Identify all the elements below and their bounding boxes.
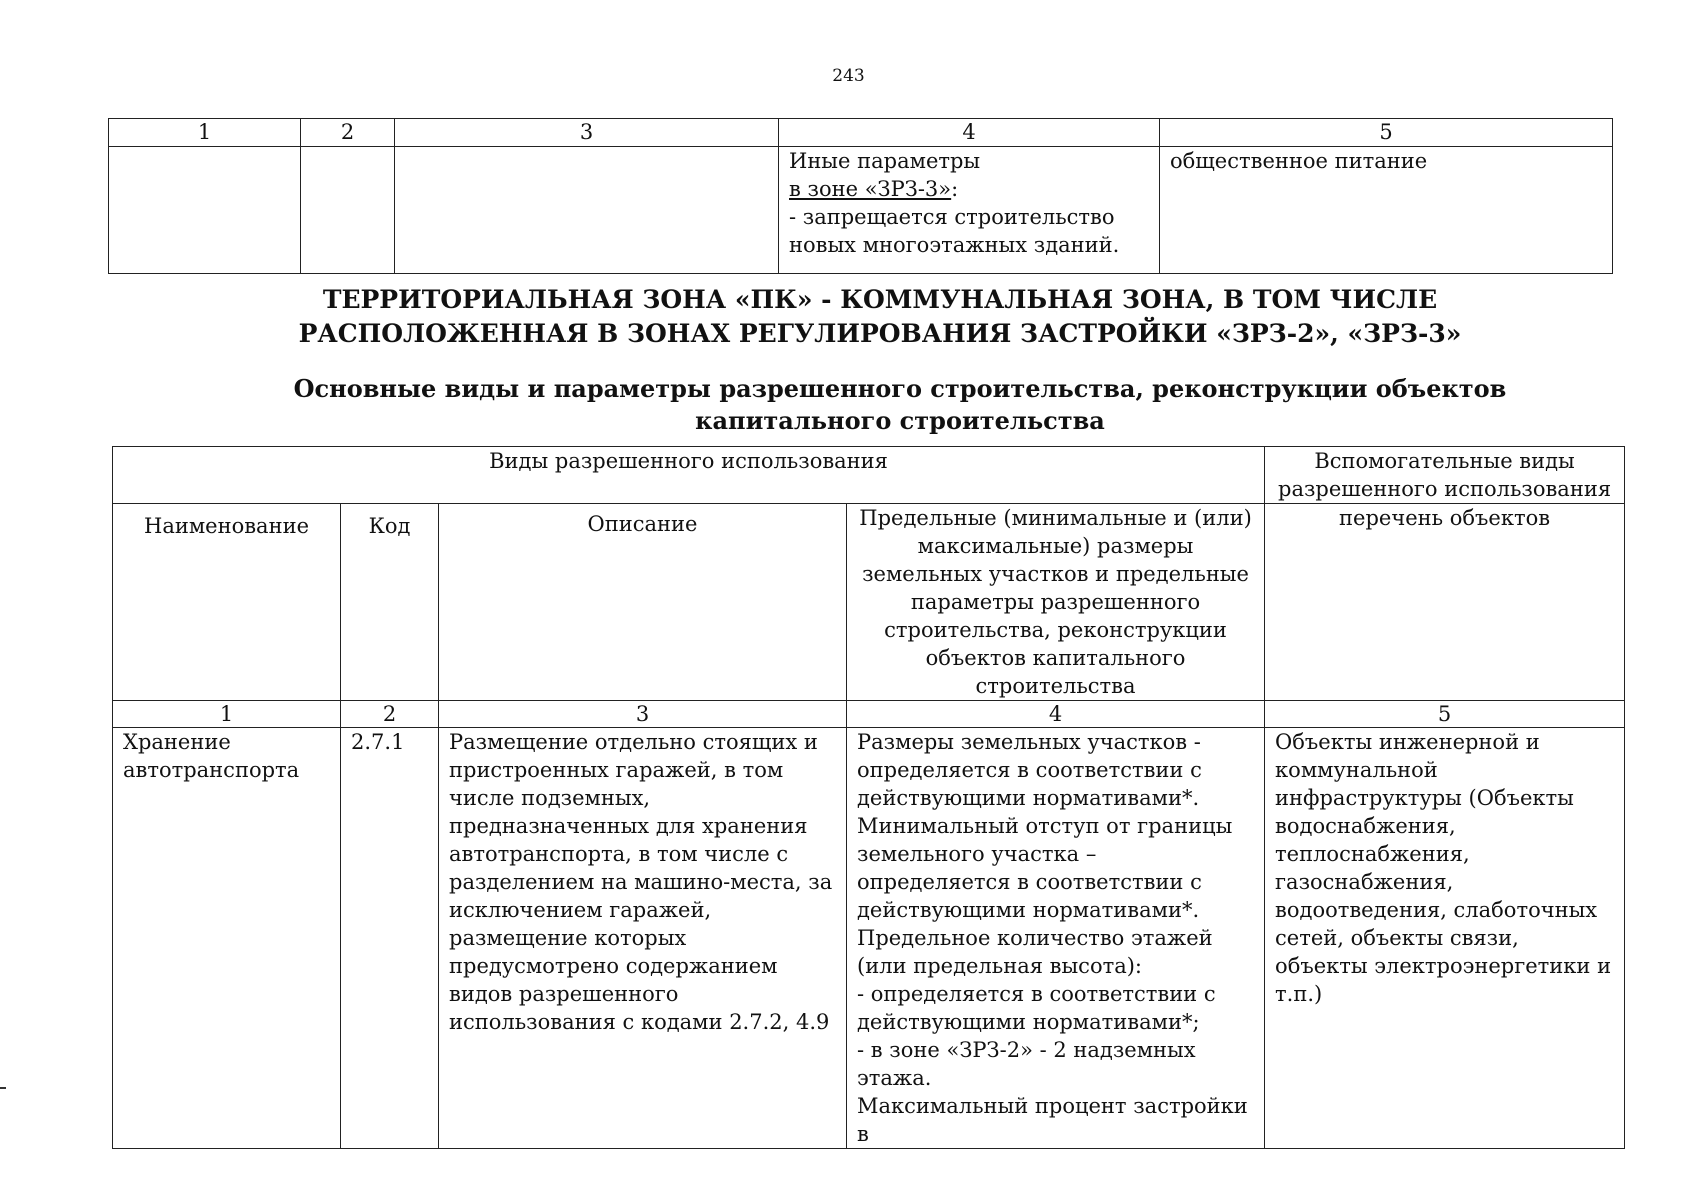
colon: : xyxy=(951,176,959,201)
code-header: Код xyxy=(341,504,439,701)
col-number: 5 xyxy=(1265,701,1625,728)
aux-header: Вспомогательные виды разрешенного использования xyxy=(1265,447,1625,504)
name-header: Наименование xyxy=(113,504,341,701)
use-objects: Объекты инженерной и коммунальной инфраструктуры (Объекты водоснабжения, теплоснабжения, газоснабжения, водоотведения, слаботочных сетей, объекты связи, объекты электроэнергетики и т.п.) xyxy=(1265,728,1625,1149)
use-name: Хранение автотранспорта xyxy=(113,728,341,1149)
margin-mark xyxy=(0,1087,6,1089)
col-number: 5 xyxy=(1160,119,1613,147)
limits-line: Предельное количество этажей (или предельная высота): xyxy=(857,926,1213,978)
restriction-line: - запрещается строительство новых многоэтажных зданий. xyxy=(789,204,1120,257)
column-header-row xyxy=(113,504,1625,701)
empty-cell xyxy=(395,146,779,273)
col-number: 2 xyxy=(341,701,439,728)
parameters-cell xyxy=(779,146,1160,273)
zone-line xyxy=(789,175,1149,203)
col-number: 4 xyxy=(847,701,1265,728)
description-header: Описание xyxy=(439,504,847,701)
col-number: 3 xyxy=(439,701,847,728)
table-row xyxy=(113,728,1625,1149)
col-number: 1 xyxy=(113,701,341,728)
limits-line: Минимальный отступ от границы земельного участка – определяется в соответствии с действующими нормативами*. xyxy=(857,814,1233,922)
table-row xyxy=(109,146,1613,273)
objects-header: перечень объектов xyxy=(1265,504,1625,701)
use-limits xyxy=(847,728,1265,1149)
table-header-row xyxy=(109,119,1613,147)
group-header-row xyxy=(113,447,1625,504)
use-code: 2.7.1 xyxy=(341,728,439,1149)
limits-line: Размеры земельных участков - определяется в соответствии с действующими нормативами*. xyxy=(857,730,1202,810)
use-description: Размещение отдельно стоящих и пристроенных гаражей, в том числе подземных, предназначенных для хранения автотранспорта, в том числе с разделением на машино-места, за исключением гаражей, размещение которых предусмотрено содержанием видов разрешенного использования с кодами 2.7.2, 4.9 xyxy=(439,728,847,1149)
zone-title: ТЕРРИТОРИАЛЬНАЯ ЗОНА «ПК» - КОММУНАЛЬНАЯ ЗОНА, В ТОМ ЧИСЛЕ РАСПОЛОЖЕННАЯ В ЗОНАХ РЕГУЛИРОВАНИЯ ЗАСТРОЙКИ «ЗРЗ-2», «ЗРЗ-3» xyxy=(298,285,1462,348)
continued-table xyxy=(108,118,1613,274)
limits-line: Максимальный процент застройки в xyxy=(857,1094,1248,1146)
permitted-use-table xyxy=(112,446,1625,1149)
limits-line: - определяется в соответствии с действующими нормативами*; xyxy=(857,982,1216,1034)
empty-cell xyxy=(109,146,301,273)
group-header: Виды разрешенного использования xyxy=(113,447,1265,504)
page-number: 243 xyxy=(832,66,865,86)
empty-cell xyxy=(301,146,395,273)
objects-cell: общественное питание xyxy=(1160,146,1613,273)
col-number: 1 xyxy=(109,119,301,147)
col-number: 3 xyxy=(395,119,779,147)
section-title: Основные виды и параметры разрешенного строительства, реконструкции объектов капитального строительства xyxy=(293,374,1507,435)
params-line: Иные параметры xyxy=(789,148,981,173)
number-row xyxy=(113,701,1625,728)
col-number: 4 xyxy=(779,119,1160,147)
zone-link-text: в зоне «ЗРЗ-3» xyxy=(789,176,952,201)
limits-line: - в зоне «ЗРЗ-2» - 2 надземных этажа. xyxy=(857,1038,1196,1090)
limits-header: Предельные (минимальные и (или) максимальные) размеры земельных участков и предельные параметры разрешенного строительства, реконструкции объектов капитального строительства xyxy=(847,504,1265,701)
col-number: 2 xyxy=(301,119,395,147)
